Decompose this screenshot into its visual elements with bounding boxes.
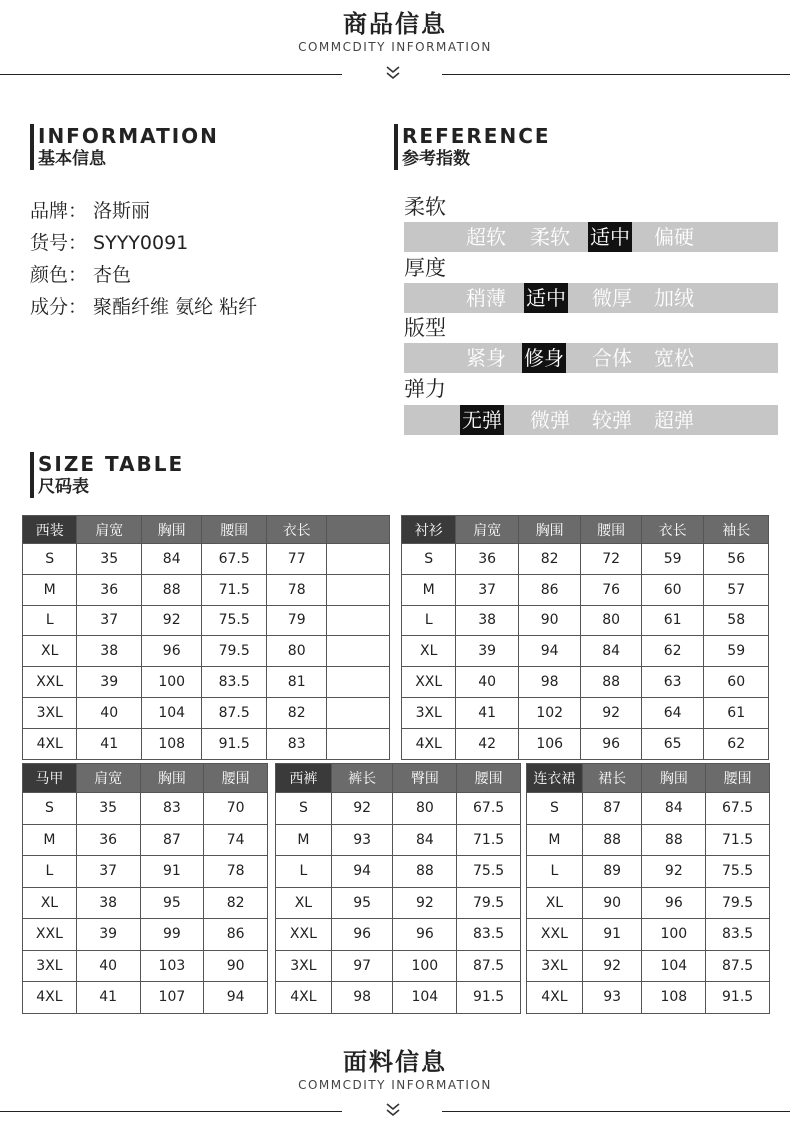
table-cell: 57: [704, 574, 769, 605]
table-cell: 3XL: [276, 950, 332, 982]
table-cell: XXL: [276, 919, 332, 951]
table-row: [527, 887, 770, 919]
table-cell: 94: [518, 636, 581, 667]
table-row: [23, 636, 390, 667]
size-table-dress: [526, 763, 770, 1014]
table-cell: 108: [141, 728, 201, 759]
table-header-row: [23, 516, 390, 544]
column-header: 胸围: [642, 764, 706, 793]
table-cell: 91: [582, 919, 642, 951]
reference-option: 超软: [466, 225, 506, 249]
table-cell: 36: [456, 544, 519, 575]
table-cell: 58: [704, 605, 769, 636]
table-cell: 77: [266, 544, 326, 575]
table-row: [527, 982, 770, 1014]
table-row: [276, 856, 521, 888]
reference-option: 超弹: [654, 408, 694, 432]
table-cell: 99: [140, 919, 204, 951]
reference-label: 版型: [404, 316, 446, 340]
column-header: 腰围: [581, 516, 641, 544]
reference-option: 微弹: [530, 408, 570, 432]
table-row: [527, 919, 770, 951]
table-cell: M: [276, 824, 332, 856]
table-row: [23, 950, 268, 982]
table-cell: 63: [641, 667, 704, 698]
table-cell: 82: [204, 887, 268, 919]
table-cell: 64: [641, 697, 704, 728]
table-row: [23, 982, 268, 1014]
column-header: 衣长: [641, 516, 704, 544]
table-cell: 71.5: [457, 824, 521, 856]
table-cell: 65: [641, 728, 704, 759]
reference-title-en: REFERENCE: [402, 124, 551, 148]
table-cell: 37: [76, 856, 140, 888]
reference-option: 紧身: [466, 346, 506, 370]
table-cell: 90: [582, 887, 642, 919]
size-table-vest: [22, 763, 268, 1014]
table-row: [23, 887, 268, 919]
table-cell: 91: [140, 856, 204, 888]
reference-scale: [404, 283, 778, 313]
table-cell: 36: [76, 824, 140, 856]
table-cell: XL: [402, 636, 456, 667]
table-cell: [327, 636, 390, 667]
table-row: [402, 728, 769, 759]
table-cell: 79: [266, 605, 326, 636]
reference-option: 偏硬: [654, 225, 694, 249]
table-row: [23, 697, 390, 728]
table-cell: 87: [582, 793, 642, 825]
table-cell: 97: [331, 950, 393, 982]
reference-scale: [404, 405, 778, 435]
reference-title-cn: 参考指数: [402, 149, 470, 169]
table-cell: 37: [456, 574, 519, 605]
table-cell: 82: [518, 544, 581, 575]
divider-right: [442, 74, 790, 75]
double-chevron-down-icon: [385, 66, 401, 80]
table-cell: 94: [331, 856, 393, 888]
table-cell: 108: [642, 982, 706, 1014]
table-cell: 79.5: [457, 887, 521, 919]
column-header: [327, 516, 390, 544]
size-table-title-en: SIZE TABLE: [38, 452, 185, 476]
table-cell: 71.5: [202, 574, 267, 605]
reference-heading: [394, 124, 551, 170]
table-cell: XL: [23, 887, 77, 919]
column-header: 胸围: [141, 516, 201, 544]
table-cell: 67.5: [457, 793, 521, 825]
divider-right-bottom: [442, 1111, 790, 1112]
column-header: 衬衫: [402, 516, 456, 544]
info-color: 颜色： 杏色: [30, 264, 132, 286]
divider-left-bottom: [0, 1111, 342, 1112]
table-cell: XXL: [23, 667, 77, 698]
reference-option: 微厚: [592, 286, 632, 310]
column-header: 腰围: [202, 516, 267, 544]
table-cell: 100: [141, 667, 201, 698]
table-cell: 91.5: [202, 728, 267, 759]
table-row: [402, 574, 769, 605]
table-cell: L: [402, 605, 456, 636]
table-cell: 86: [518, 574, 581, 605]
column-header: 肩宽: [77, 516, 142, 544]
column-header: 马甲: [23, 764, 77, 793]
table-cell: XXL: [527, 919, 583, 951]
table-cell: 60: [641, 574, 704, 605]
table-cell: 3XL: [23, 697, 77, 728]
table-header-row: [402, 516, 769, 544]
table-cell: 59: [641, 544, 704, 575]
info-composition: 成分： 聚酯纤维 氨纶 粘纤: [30, 296, 258, 318]
table-cell: 95: [331, 887, 393, 919]
table-row: [23, 667, 390, 698]
table-cell: 100: [393, 950, 457, 982]
table-cell: S: [527, 793, 583, 825]
table-cell: [327, 605, 390, 636]
table-cell: 107: [140, 982, 204, 1014]
divider-left: [0, 74, 342, 75]
table-cell: 92: [393, 887, 457, 919]
table-cell: 80: [581, 605, 641, 636]
reference-option-selected: 修身: [522, 343, 566, 373]
table-cell: 98: [331, 982, 393, 1014]
column-header: 袖长: [704, 516, 769, 544]
table-row: [527, 793, 770, 825]
table-cell: 61: [704, 697, 769, 728]
table-header-row: [527, 764, 770, 793]
table-row: [276, 824, 521, 856]
table-cell: 92: [642, 856, 706, 888]
table-cell: 35: [77, 544, 142, 575]
info-item-no: 货号： SYYY0091: [30, 232, 189, 254]
information-title-cn: 基本信息: [38, 149, 106, 169]
table-row: [23, 544, 390, 575]
table-cell: M: [402, 574, 456, 605]
table-cell: S: [402, 544, 456, 575]
table-cell: S: [23, 544, 77, 575]
table-cell: 75.5: [202, 605, 267, 636]
table-cell: 75.5: [706, 856, 770, 888]
table-cell: 41: [76, 982, 140, 1014]
table-cell: 88: [582, 824, 642, 856]
reference-label: 厚度: [404, 256, 446, 280]
information-heading: [30, 124, 219, 170]
table-row: [276, 793, 521, 825]
table-cell: 76: [581, 574, 641, 605]
table-cell: 75.5: [457, 856, 521, 888]
table-cell: 103: [140, 950, 204, 982]
table-cell: 80: [266, 636, 326, 667]
table-cell: 89: [582, 856, 642, 888]
table-row: [402, 544, 769, 575]
table-cell: 95: [140, 887, 204, 919]
table-cell: XXL: [23, 919, 77, 951]
reference-option-selected: 适中: [588, 222, 632, 252]
table-row: [402, 697, 769, 728]
column-header: 腰围: [706, 764, 770, 793]
table-cell: 41: [456, 697, 519, 728]
table-row: [23, 728, 390, 759]
reference-label: 弹力: [404, 377, 446, 401]
table-cell: 82: [266, 697, 326, 728]
table-cell: 61: [641, 605, 704, 636]
reference-option-selected: 适中: [524, 283, 568, 313]
table-cell: 79.5: [706, 887, 770, 919]
table-cell: L: [23, 856, 77, 888]
table-cell: 92: [582, 950, 642, 982]
table-header-row: [23, 764, 268, 793]
fabric-subtitle: COMMCDITY INFORMATION: [298, 1078, 492, 1092]
table-row: [23, 919, 268, 951]
table-cell: 102: [518, 697, 581, 728]
size-table-title-cn: 尺码表: [38, 477, 89, 497]
table-cell: 67.5: [706, 793, 770, 825]
table-cell: 40: [456, 667, 519, 698]
column-header: 腰围: [204, 764, 268, 793]
column-header: 胸围: [518, 516, 581, 544]
size-table-heading: [30, 452, 184, 498]
table-row: [402, 636, 769, 667]
reference-option: 加绒: [654, 286, 694, 310]
table-cell: L: [527, 856, 583, 888]
size-table-shirt: [401, 515, 769, 760]
reference-option: 合体: [592, 346, 632, 370]
column-header: 裙长: [582, 764, 642, 793]
fabric-title: 面料信息: [343, 1048, 447, 1076]
table-cell: 56: [704, 544, 769, 575]
table-cell: 67.5: [202, 544, 267, 575]
table-row: [402, 667, 769, 698]
table-cell: L: [23, 605, 77, 636]
column-header: 西装: [23, 516, 77, 544]
column-header: 裤长: [331, 764, 393, 793]
table-cell: 84: [642, 793, 706, 825]
table-row: [23, 605, 390, 636]
table-cell: 38: [76, 887, 140, 919]
table-cell: 78: [266, 574, 326, 605]
table-cell: 84: [393, 824, 457, 856]
size-table-pants: [275, 763, 521, 1014]
table-cell: S: [276, 793, 332, 825]
table-cell: 98: [518, 667, 581, 698]
table-cell: 87.5: [202, 697, 267, 728]
table-cell: 100: [642, 919, 706, 951]
table-cell: XL: [527, 887, 583, 919]
column-header: 肩宽: [456, 516, 519, 544]
table-cell: 104: [642, 950, 706, 982]
table-row: [527, 824, 770, 856]
column-header: 西裤: [276, 764, 332, 793]
table-cell: 40: [76, 950, 140, 982]
reference-option: 柔软: [530, 225, 570, 249]
table-cell: XL: [276, 887, 332, 919]
table-cell: 39: [77, 667, 142, 698]
table-cell: 78: [204, 856, 268, 888]
table-cell: L: [276, 856, 332, 888]
table-row: [23, 824, 268, 856]
table-cell: 59: [704, 636, 769, 667]
table-cell: 72: [581, 544, 641, 575]
column-header: 臀围: [393, 764, 457, 793]
table-cell: 81: [266, 667, 326, 698]
table-cell: 83: [140, 793, 204, 825]
table-cell: 87: [140, 824, 204, 856]
table-cell: 96: [141, 636, 201, 667]
table-cell: 70: [204, 793, 268, 825]
column-header: 肩宽: [76, 764, 140, 793]
table-row: [527, 950, 770, 982]
table-cell: 42: [456, 728, 519, 759]
table-cell: 4XL: [402, 728, 456, 759]
reference-option: 宽松: [654, 346, 694, 370]
table-header-row: [276, 764, 521, 793]
table-cell: M: [23, 824, 77, 856]
information-title-en: INFORMATION: [38, 124, 219, 148]
table-cell: 3XL: [23, 950, 77, 982]
size-table-suit: [22, 515, 390, 760]
table-cell: 4XL: [276, 982, 332, 1014]
table-row: [23, 574, 390, 605]
table-cell: 106: [518, 728, 581, 759]
table-row: [23, 856, 268, 888]
table-cell: 94: [204, 982, 268, 1014]
table-cell: S: [23, 793, 77, 825]
table-cell: 88: [581, 667, 641, 698]
table-cell: 62: [704, 728, 769, 759]
table-cell: 96: [642, 887, 706, 919]
table-cell: 93: [582, 982, 642, 1014]
table-row: [276, 950, 521, 982]
table-cell: [327, 544, 390, 575]
table-cell: 84: [141, 544, 201, 575]
table-cell: 3XL: [402, 697, 456, 728]
table-cell: 74: [204, 824, 268, 856]
table-cell: 39: [456, 636, 519, 667]
reference-option: 稍薄: [466, 286, 506, 310]
table-cell: 91.5: [457, 982, 521, 1014]
table-cell: XL: [23, 636, 77, 667]
table-cell: 92: [141, 605, 201, 636]
page-subtitle: COMMCDITY INFORMATION: [298, 40, 492, 54]
table-cell: 96: [331, 919, 393, 951]
column-header: 衣长: [266, 516, 326, 544]
page-title: 商品信息: [343, 10, 447, 38]
table-cell: M: [23, 574, 77, 605]
table-cell: 38: [77, 636, 142, 667]
table-cell: 87.5: [706, 950, 770, 982]
table-cell: 88: [642, 824, 706, 856]
table-cell: 92: [581, 697, 641, 728]
table-cell: 104: [393, 982, 457, 1014]
table-cell: 83.5: [706, 919, 770, 951]
table-cell: 36: [77, 574, 142, 605]
table-cell: 40: [77, 697, 142, 728]
table-row: [276, 919, 521, 951]
table-cell: 93: [331, 824, 393, 856]
table-row: [276, 982, 521, 1014]
column-header: 腰围: [457, 764, 521, 793]
table-cell: 96: [581, 728, 641, 759]
table-cell: 80: [393, 793, 457, 825]
table-cell: M: [527, 824, 583, 856]
column-header: 连衣裙: [527, 764, 583, 793]
table-cell: [327, 728, 390, 759]
table-cell: 90: [204, 950, 268, 982]
table-cell: 83: [266, 728, 326, 759]
table-cell: [327, 667, 390, 698]
table-cell: 86: [204, 919, 268, 951]
table-cell: 88: [141, 574, 201, 605]
table-cell: 41: [77, 728, 142, 759]
table-cell: 3XL: [527, 950, 583, 982]
reference-label: 柔软: [404, 195, 446, 219]
table-cell: 4XL: [527, 982, 583, 1014]
table-cell: 91.5: [706, 982, 770, 1014]
table-cell: 39: [76, 919, 140, 951]
table-cell: 4XL: [23, 728, 77, 759]
table-cell: [327, 697, 390, 728]
table-cell: 71.5: [706, 824, 770, 856]
double-chevron-down-icon: [385, 1103, 401, 1117]
table-row: [402, 605, 769, 636]
table-row: [527, 856, 770, 888]
table-cell: 84: [581, 636, 641, 667]
table-cell: 104: [141, 697, 201, 728]
table-cell: 35: [76, 793, 140, 825]
table-cell: 83.5: [457, 919, 521, 951]
table-cell: 90: [518, 605, 581, 636]
table-cell: 87.5: [457, 950, 521, 982]
table-cell: 62: [641, 636, 704, 667]
table-cell: 92: [331, 793, 393, 825]
table-cell: 4XL: [23, 982, 77, 1014]
table-cell: [327, 574, 390, 605]
table-cell: 88: [393, 856, 457, 888]
table-cell: 79.5: [202, 636, 267, 667]
table-cell: 38: [456, 605, 519, 636]
table-cell: 60: [704, 667, 769, 698]
info-brand: 品牌： 洛斯丽: [30, 200, 151, 222]
reference-option-selected: 无弹: [460, 405, 504, 435]
reference-scale: [404, 222, 778, 252]
table-cell: 83.5: [202, 667, 267, 698]
table-row: [276, 887, 521, 919]
reference-scale: [404, 343, 778, 373]
column-header: 胸围: [140, 764, 204, 793]
table-cell: 37: [77, 605, 142, 636]
table-cell: XXL: [402, 667, 456, 698]
table-cell: 96: [393, 919, 457, 951]
reference-option: 较弹: [592, 408, 632, 432]
table-row: [23, 793, 268, 825]
